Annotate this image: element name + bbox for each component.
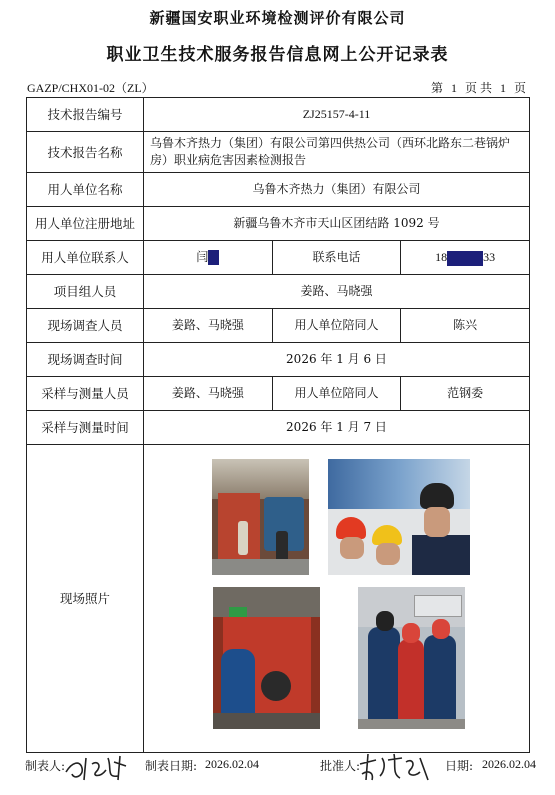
row-survey-time (27, 343, 530, 377)
label-sampling-escort: 用人单位陪同人 (272, 377, 401, 411)
row-team (27, 275, 530, 309)
record-table (26, 97, 530, 753)
company-name: 新疆国安职业环境检测评价有限公司 (149, 9, 406, 27)
document-number: GAZP/CHX01-02（ZL） (27, 81, 154, 95)
label-survey-staff: 现场调查人员 (27, 309, 144, 343)
label-report-no: 技术报告编号 (27, 98, 144, 132)
form-title: 职业卫生技术服务报告信息网上公开记录表 (106, 45, 449, 65)
row-employer (27, 173, 530, 207)
make-date-label: 制表日期: (145, 759, 198, 773)
value-phone (401, 241, 530, 275)
label-photos: 现场照片 (27, 445, 144, 753)
redaction-block (447, 251, 483, 266)
signature-footer (0, 750, 555, 790)
label-sampling-staff: 采样与测量人员 (27, 377, 144, 411)
site-photo-team-selfie (328, 459, 470, 575)
label-employer: 用人单位名称 (27, 173, 144, 207)
row-photos (27, 445, 530, 753)
redaction-block (208, 250, 219, 265)
value-sampling-escort: 范钢委 (401, 377, 530, 411)
row-sampling-staff (27, 377, 530, 411)
value-contact (144, 241, 273, 275)
value-sampling-staff: 姜路、马晓强 (144, 377, 273, 411)
label-sampling-time: 采样与测量时间 (27, 411, 144, 445)
site-photo-boiler-room (212, 459, 309, 575)
value-survey-escort: 陈兴 (401, 309, 530, 343)
site-photo-machinery (213, 587, 320, 729)
value-address: 新疆乌鲁木齐市天山区团结路 1092 号 (144, 207, 530, 241)
maker-label: 制表人: (25, 759, 66, 773)
row-address (27, 207, 530, 241)
label-survey-escort: 用人单位陪同人 (272, 309, 401, 343)
phone-suffix: 33 (483, 250, 496, 264)
row-report-no (27, 98, 530, 132)
maker-signature (62, 750, 132, 784)
value-survey-staff: 姜路、马晓强 (144, 309, 273, 343)
row-survey-staff (27, 309, 530, 343)
approve-date-label: 日期: (445, 759, 474, 773)
make-date: 2026.02.04 (205, 757, 259, 771)
row-sampling-time (27, 411, 530, 445)
approve-date: 2026.02.04 (482, 757, 536, 771)
photos-cell (144, 445, 530, 753)
label-report-name: 技术报告名称 (27, 132, 144, 173)
value-report-no: ZJ25157-4-11 (144, 98, 530, 132)
phone-prefix: 18 (435, 250, 448, 264)
page-number: 第 1 页 共 1 页 (430, 81, 526, 95)
label-contact: 用人单位联系人 (27, 241, 144, 275)
value-report-name: 乌鲁木齐热力（集团）有限公司第四供热公司（西环北路东二巷锅炉房）职业病危害因素检测报告 (144, 132, 530, 173)
value-team: 姜路、马晓强 (144, 275, 530, 309)
row-contact (27, 241, 530, 275)
approver-signature (354, 750, 434, 786)
value-employer: 乌鲁木齐热力（集团）有限公司 (144, 173, 530, 207)
contact-name-visible: 闫 (196, 250, 209, 264)
value-survey-time: 2026 年 1 月 6 日 (144, 343, 530, 377)
label-address: 用人单位注册地址 (27, 207, 144, 241)
label-team: 项目组人员 (27, 275, 144, 309)
label-survey-time: 现场调查时间 (27, 343, 144, 377)
row-report-name (27, 132, 530, 173)
site-photo-group (358, 587, 465, 729)
label-phone: 联系电话 (272, 241, 401, 275)
approver-label: 批准人: (320, 759, 361, 773)
value-sampling-time: 2026 年 1 月 7 日 (144, 411, 530, 445)
